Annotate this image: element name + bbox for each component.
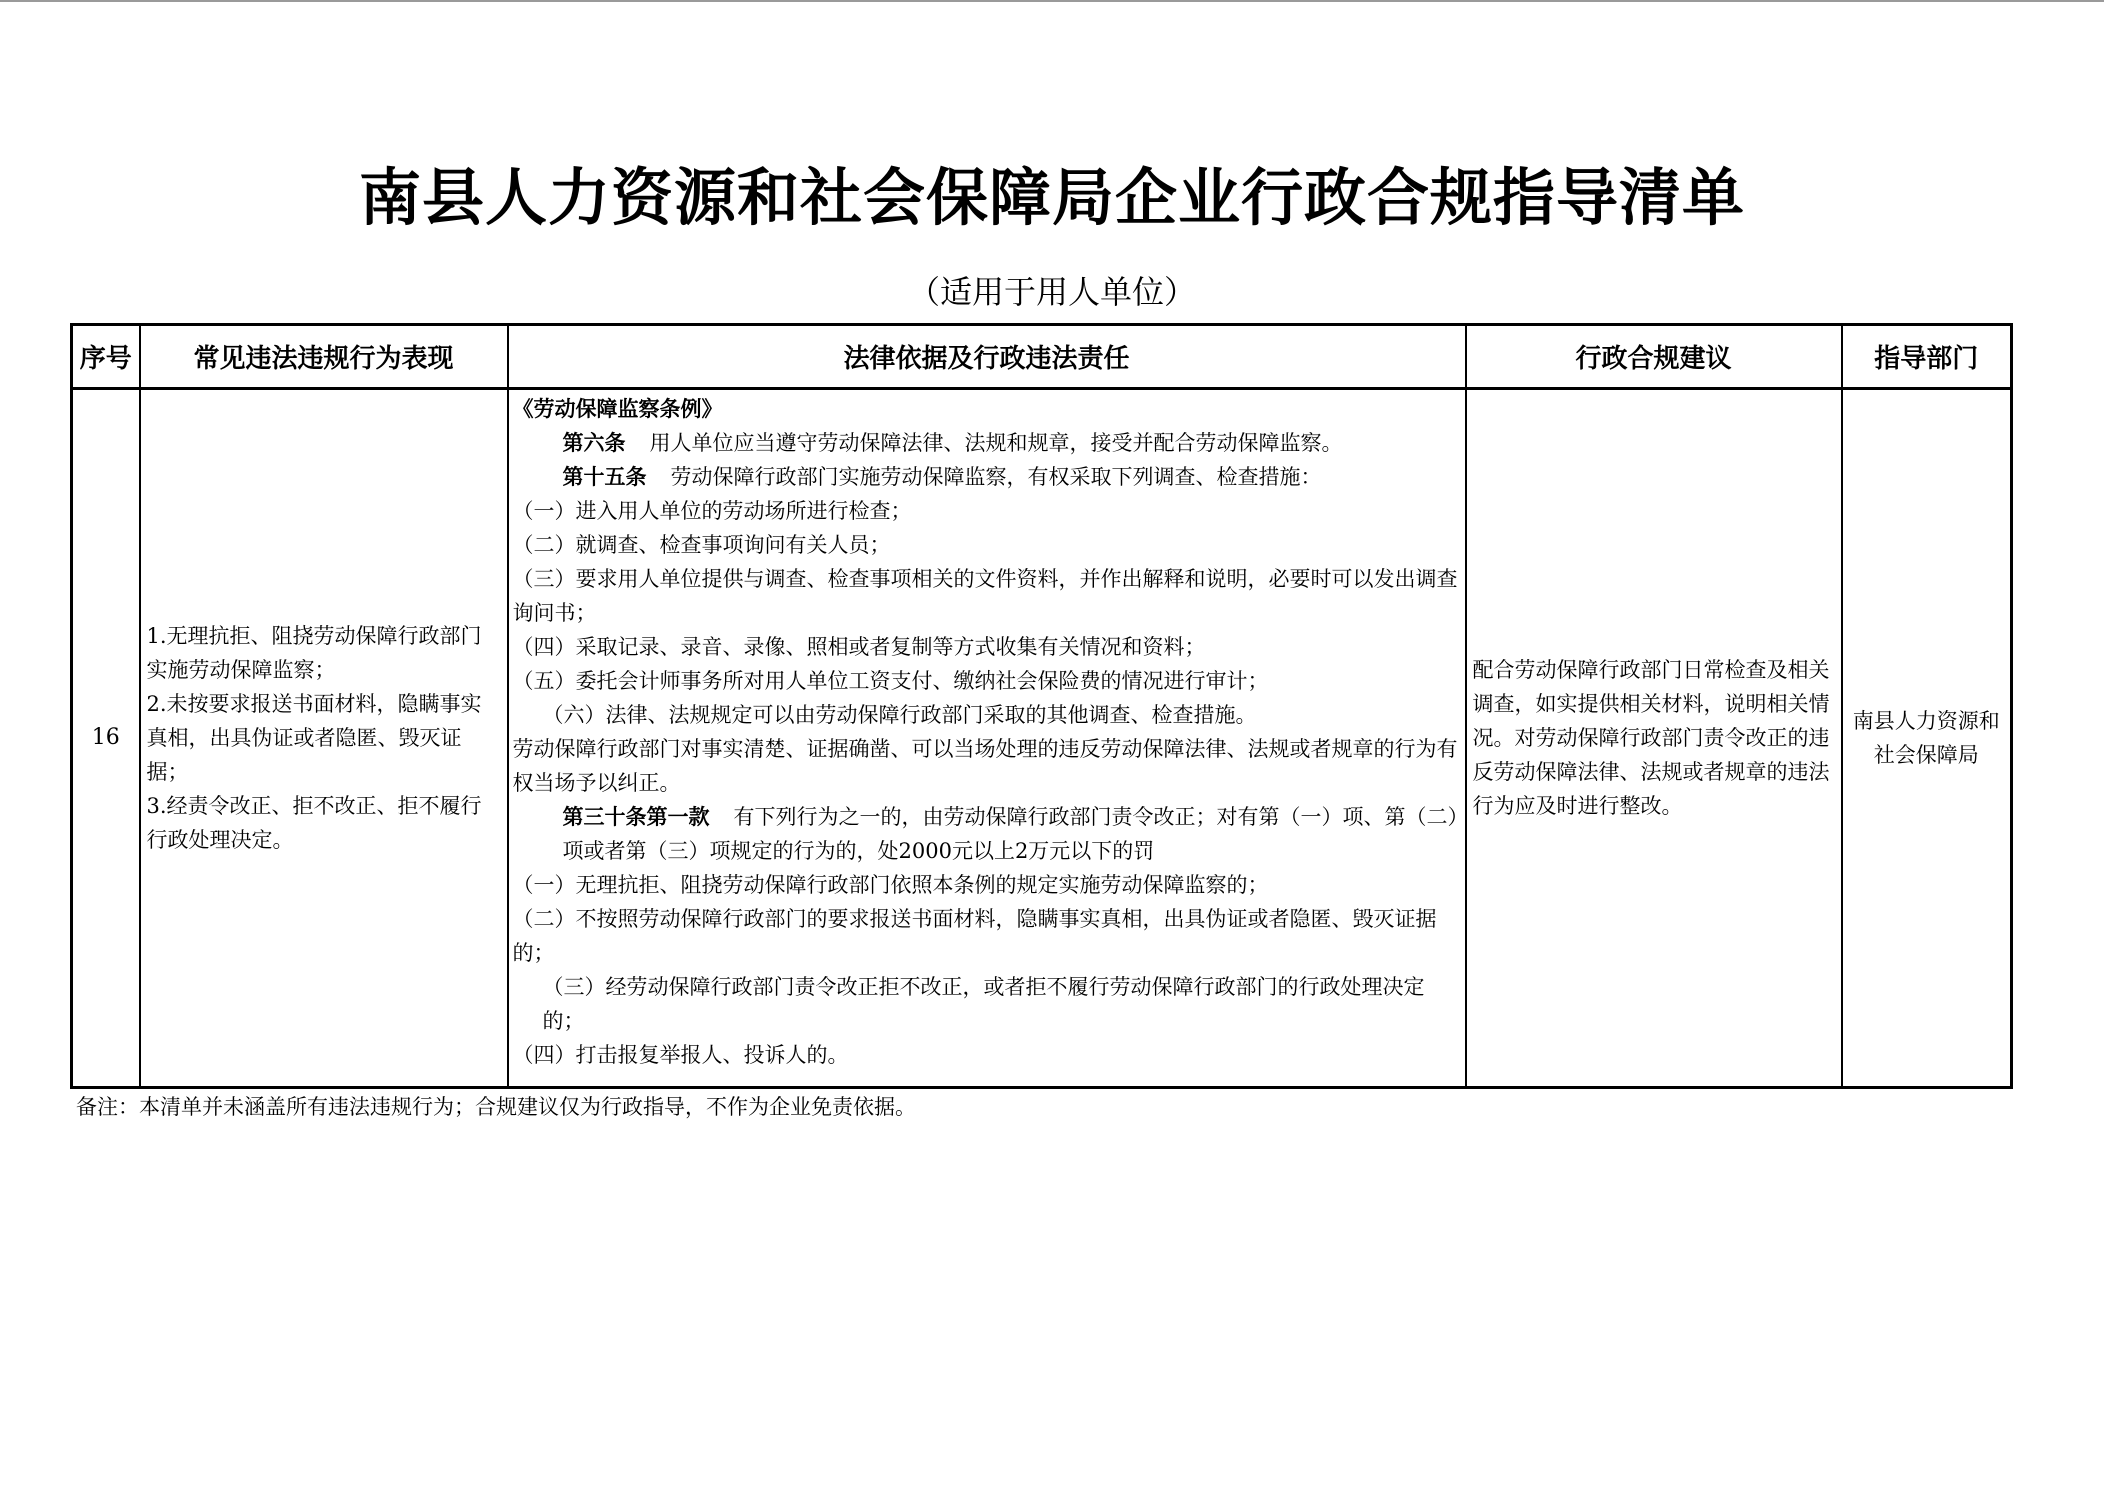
article-15-item: （三）要求用人单位提供与调查、检查事项相关的文件资料，并作出解释和说明，必要时可以发出调查询问书； xyxy=(512,567,1458,625)
article-30-item: （二）不按照劳动保障行政部门的要求报送书面材料，隐瞒事实真相，出具伪证或者隐匿、毁灭证据的； xyxy=(512,907,1437,965)
cell-compliance-suggestion: 配合劳动保障行政部门日常检查及相关调查，如实提供相关材料，说明相关情况。对劳动保障行政部门责令改正的违反劳动保障法律、法规或者规章的违法行为应及时进行整改。 xyxy=(1466,389,1842,1088)
article-15-item: （二）就调查、检查事项询问有关人员； xyxy=(512,533,891,557)
article-15 xyxy=(513,460,1461,494)
article-30-item: （一）无理抗拒、阻挠劳动保障行政部门依照本条例的规定实施劳动保障监察的； xyxy=(512,873,1269,897)
article-15-tail: 劳动保障行政部门对事实清楚、证据确凿、可以当场处理的违反劳动保障法律、法规或者规章的行为有权当场予以纠正。 xyxy=(512,737,1458,795)
top-border-line xyxy=(0,0,2104,2)
cell-seq: 16 xyxy=(72,389,140,1088)
header-compliance-suggestion: 行政合规建议 xyxy=(1466,325,1842,389)
table-header-row xyxy=(72,325,2012,389)
article-15-item: （六）法律、法规规定可以由劳动保障行政部门采取的其他调查、检查措施。 xyxy=(542,703,1257,727)
violation-item: 2.未按要求报送书面材料，隐瞒事实真相，出具伪证或者隐匿、毁灭证据； xyxy=(146,692,482,784)
article-6 xyxy=(513,426,1461,460)
article-6-label: 第六条 xyxy=(562,431,626,455)
article-30-item: （四）打击报复举报人、投诉人的。 xyxy=(512,1043,849,1067)
article-15-item: （一）进入用人单位的劳动场所进行检查； xyxy=(512,499,912,523)
article-6-text: 用人单位应当遵守劳动保障法律、法规和规章，接受并配合劳动保障监察。 xyxy=(649,431,1343,455)
article-15-item: （五）委托会计师事务所对用人单位工资支付、缴纳社会保险费的情况进行审计； xyxy=(512,669,1269,693)
article-30-text: 有下列行为之一的，由劳动保障行政部门责令改正；对有第（一）项、第（二）项或者第（三）项规定的行为的，处2000元以上2万元以下的罚 xyxy=(562,805,1458,863)
article-15-item: （四）采取记录、录音、录像、照相或者复制等方式收集有关情况和资料； xyxy=(512,635,1206,659)
page-title: 南县人力资源和社会保障局企业行政合规指导清单 xyxy=(358,161,1745,234)
article-30-item: （三）经劳动保障行政部门责令改正拒不改正，或者拒不履行劳动保障行政部门的行政处理决定的； xyxy=(542,975,1425,1033)
cell-violation xyxy=(140,389,508,1088)
article-15-text: 劳动保障行政部门实施劳动保障监察，有权采取下列调查、检查措施： xyxy=(670,465,1322,489)
violation-item: 1.无理抗拒、阻挠劳动保障行政部门实施劳动保障监察； xyxy=(146,624,482,682)
header-seq: 序号 xyxy=(72,325,140,389)
cell-legal-basis xyxy=(508,389,1466,1088)
article-30-label: 第三十条第一款 xyxy=(562,805,710,829)
table-row xyxy=(72,389,2012,1088)
header-guiding-department: 指导部门 xyxy=(1842,325,2012,389)
page-subtitle: （适用于用人单位） xyxy=(907,273,1196,311)
violation-item: 3.经责令改正、拒不改正、拒不履行行政处理决定。 xyxy=(146,794,482,852)
guidance-table xyxy=(70,323,2013,1089)
article-30 xyxy=(513,800,1461,868)
header-violation: 常见违法违规行为表现 xyxy=(140,325,508,389)
cell-guiding-department: 南县人力资源和社会保障局 xyxy=(1842,389,2012,1088)
header-legal-basis: 法律依据及行政违法责任 xyxy=(508,325,1466,389)
law-title: 《劳动保障监察条例》 xyxy=(512,397,723,421)
article-15-label: 第十五条 xyxy=(562,465,647,489)
footnote: 备注：本清单并未涵盖所有违法违规行为；合规建议仅为行政指导，不作为企业免责依据。 xyxy=(76,1095,916,1119)
